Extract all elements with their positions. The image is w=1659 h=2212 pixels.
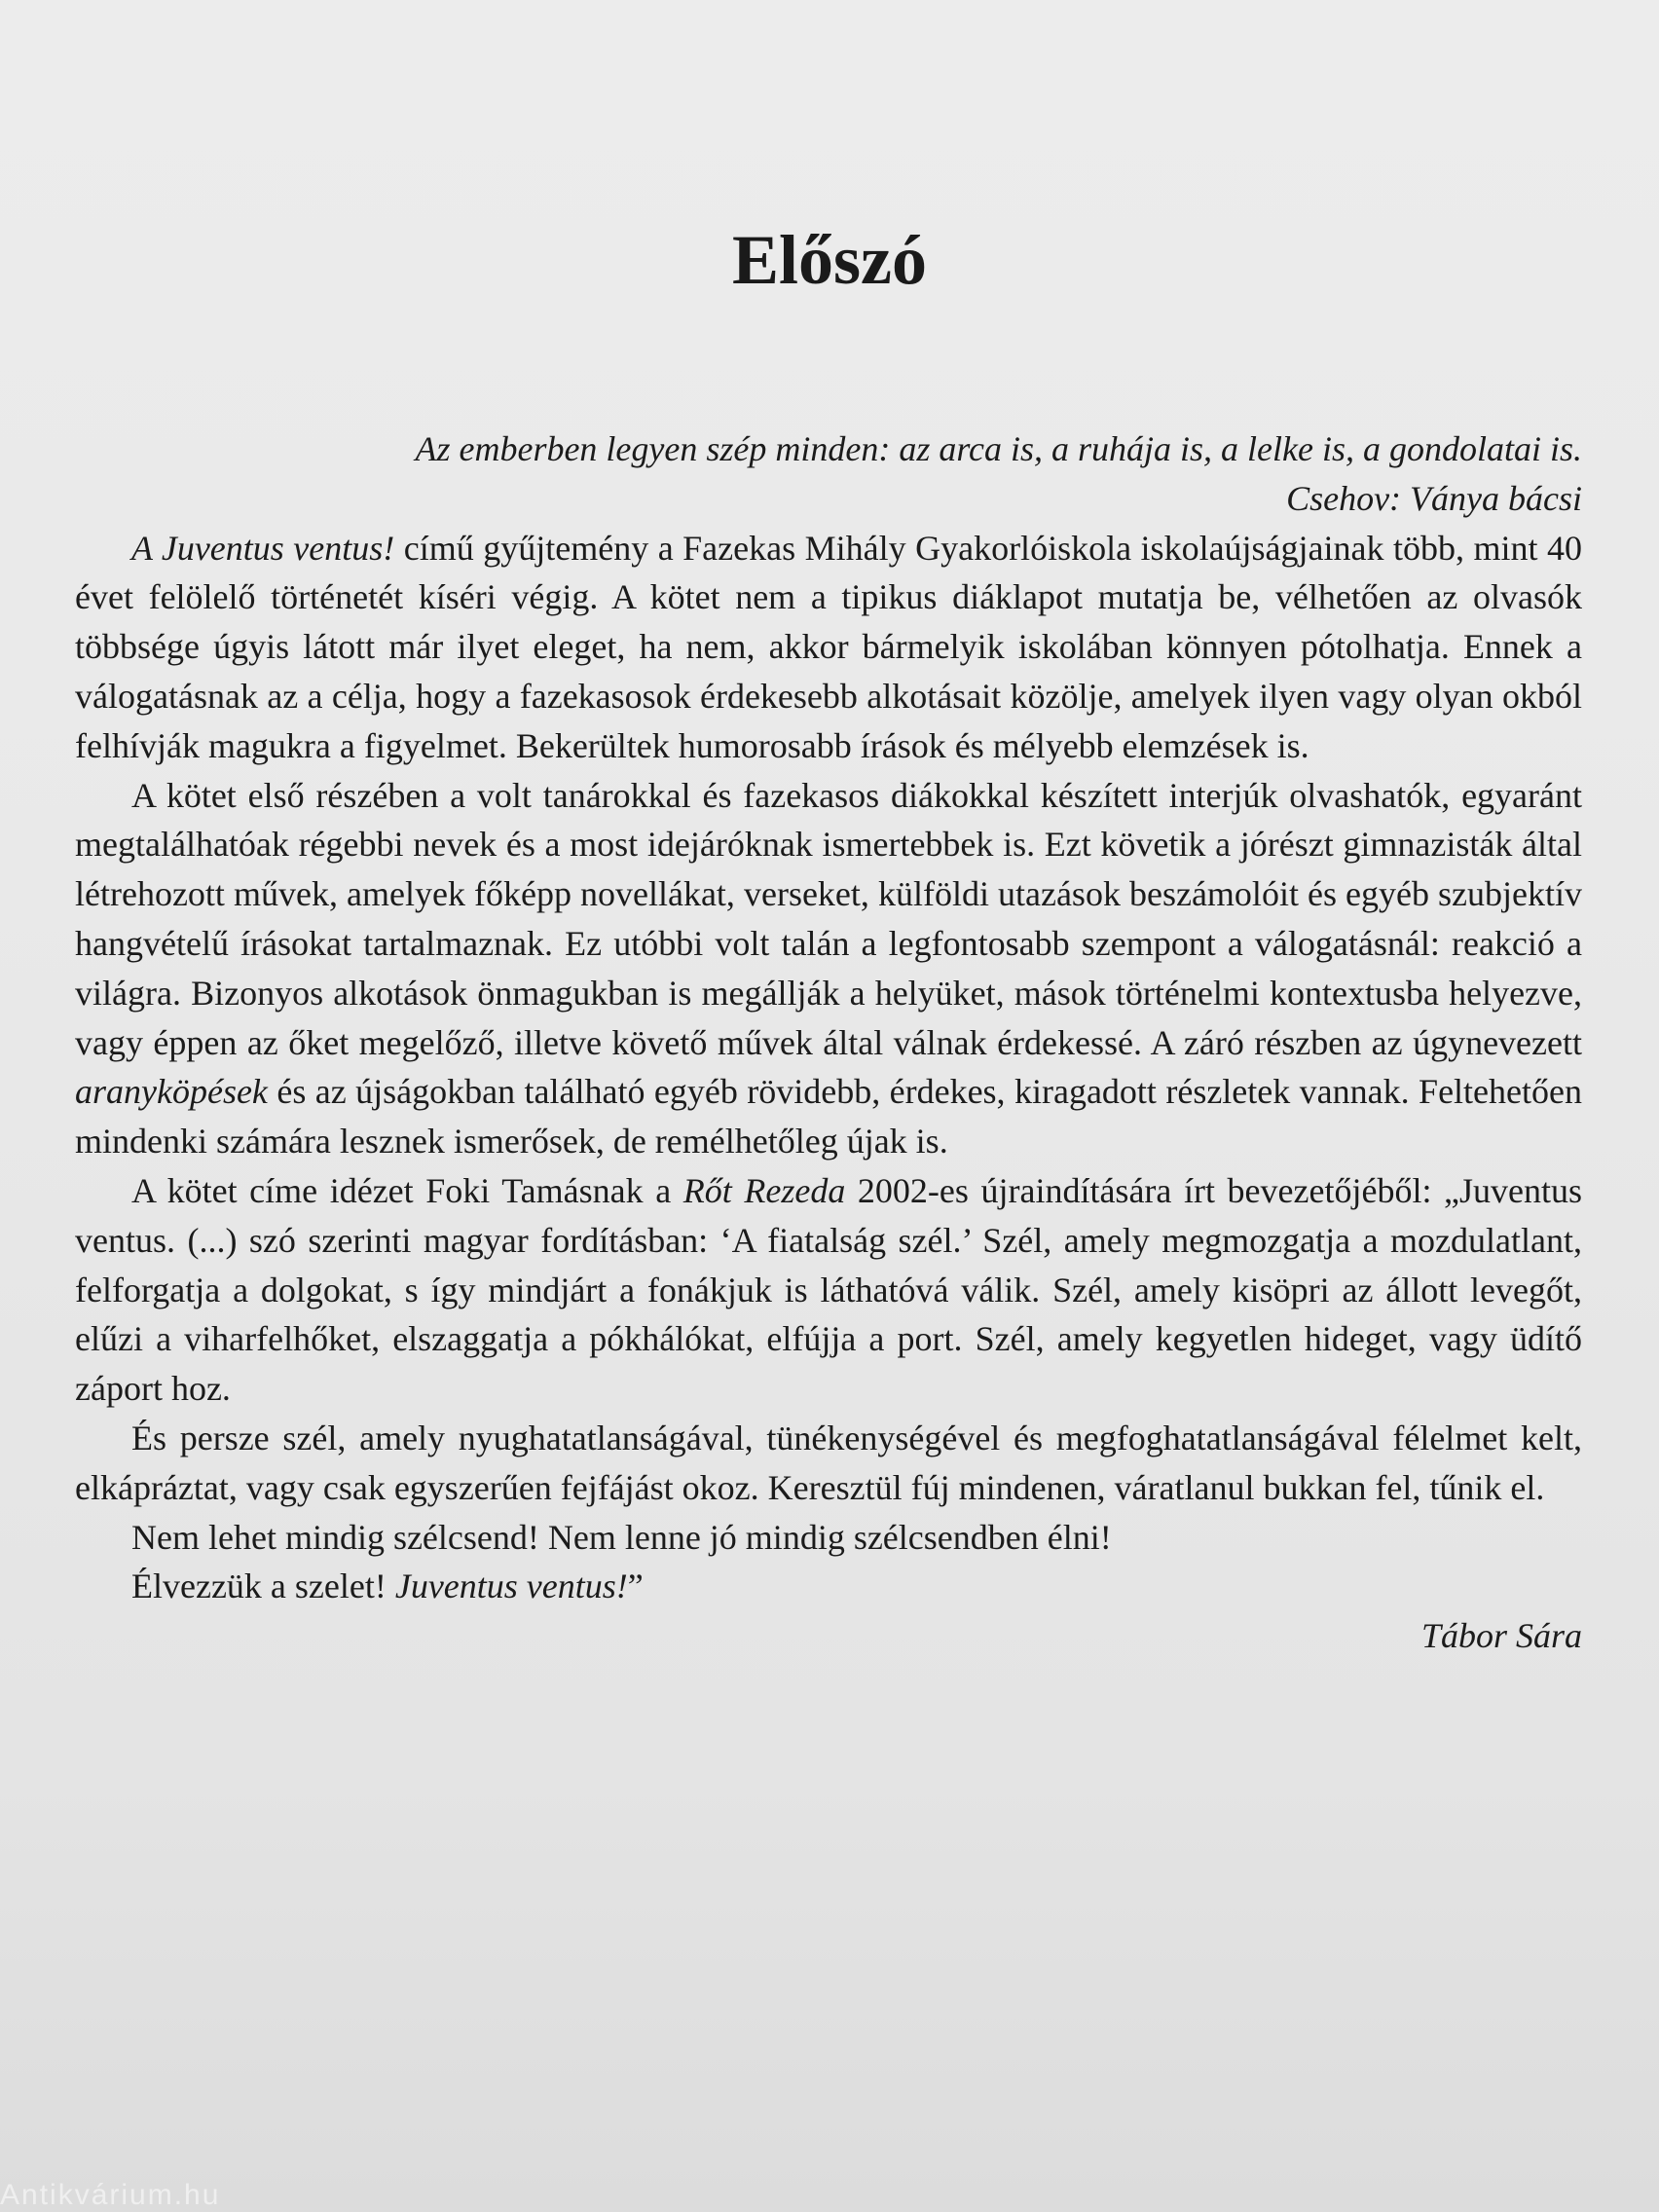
author-signature: Tábor Sára [1420, 1616, 1582, 1656]
motto-quote: Az emberben legyen szép minden: az arca is, a ruhája is, a lelke is, a gondolatai is. [415, 429, 1582, 468]
paragraph-5: Nem lehet mindig szélcsend! Nem lenne jó mindig szélcsendben élni! [131, 1517, 1112, 1557]
watermark: Antikvárium.hu [0, 2179, 221, 2211]
paragraph-1-text: című gyűjtemény a Fazekas Mihály Gyakorlóiskola iskolaújságjainak több, mint 40 évet felölelő történetét kíséri végig. A kötet nem a tipikus diáklapot mutatja be, vélhetően az olvasók többsége úgyis látott már ilyet eleget, ha nem, akkor bármelyik iskolában könnyen pótolhatja. Ennek a válogatásnak az a célja, hogy a fazekasosok érdekesebb alkotásait közölje, amelyek ilyen vagy olyan okból felhívják magukra a figyelmet. Bekerültek humorosabb írások és mélyebb elemzések is. [75, 528, 1582, 765]
aranykopesek-italic: aranyköpések [75, 1072, 268, 1112]
paragraph-6 [75, 1562, 1582, 1611]
paragraph-3 [75, 1166, 1582, 1414]
paragraph-2 [75, 771, 1582, 1166]
book-title-italic: A Juventus ventus! [131, 528, 395, 568]
preface-text [75, 424, 1582, 1661]
paragraph-6-text: Élvezzük a szelet! [131, 1567, 395, 1606]
paragraph-4: És persze szél, amely nyughatatlanságával, tünékenységével és megfoghatatlanságával félelmet kelt, elkápráztat, vagy csak egyszerűen fejfájást okoz. Keresztül fúj mindenen, váratlanul bukkan fel, tűnik el. [75, 1418, 1582, 1507]
rot-rezeda-italic: Rőt Rezeda [682, 1170, 846, 1210]
paragraph-3-text-b: 2002-es újraindítására írt bevezetőjéből: „Juventus ventus. (...) szó szerinti magyar fordításban: ‘A fiatalság szél.’ Szél, amely megmozgatja a mozdulatlant, felforgatja a dolgokat, s így mindjárt a fonákjuk is láthatóvá válik. Szél, amely kisöpri az állott levegőt, elűzi a viharfelhőket, elszaggatja a pókhálókat, elfújja a port. Szél, amely kegyetlen hideget, vagy üdítő záport hoz. [75, 1170, 1583, 1409]
closing-italic: Juventus ventus! [394, 1567, 628, 1606]
paragraph-2-text-a: A kötet első részében a volt tanárokkal és fazekasos diákokkal készített interjúk olvashatók, egyaránt megtalálhatóak régebbi nevek és a most idejáróknak ismertebbek is. Ezt követik a jórészt gimnazisták által létrehozott művek, amelyek főképp novellákat, verseket, külföldi utazások beszámolóit és egyéb szubjektív hangvételű írásokat tartalmaznak. Ez utóbbi volt talán a legfontosabb szempont a válogatásnál: reakció a világra. Bizonyos alkotások önmagukban is megállják a helyüket, mások történelmi kontextusba helyezve, vagy éppen az őket megelőző, illetve követő művek által válnak érdekessé. A záró részben az úgynevezett [75, 775, 1582, 1062]
page-title: Előszó [731, 221, 927, 299]
paragraph-2-text-b: és az újságokban található egyéb rövidebb, érdekes, kiragadott részletek vannak. Feltehetően mindenki számára lesznek ismerősek, de remélhetőleg újak is. [75, 1072, 1582, 1161]
closing-quote-mark: ” [627, 1567, 644, 1606]
paragraph-1 [75, 524, 1582, 771]
motto-source: Csehov: Ványa bácsi [1286, 478, 1582, 518]
paragraph-3-text-a: A kötet címe idézet Foki Tamásnak a [131, 1170, 683, 1210]
